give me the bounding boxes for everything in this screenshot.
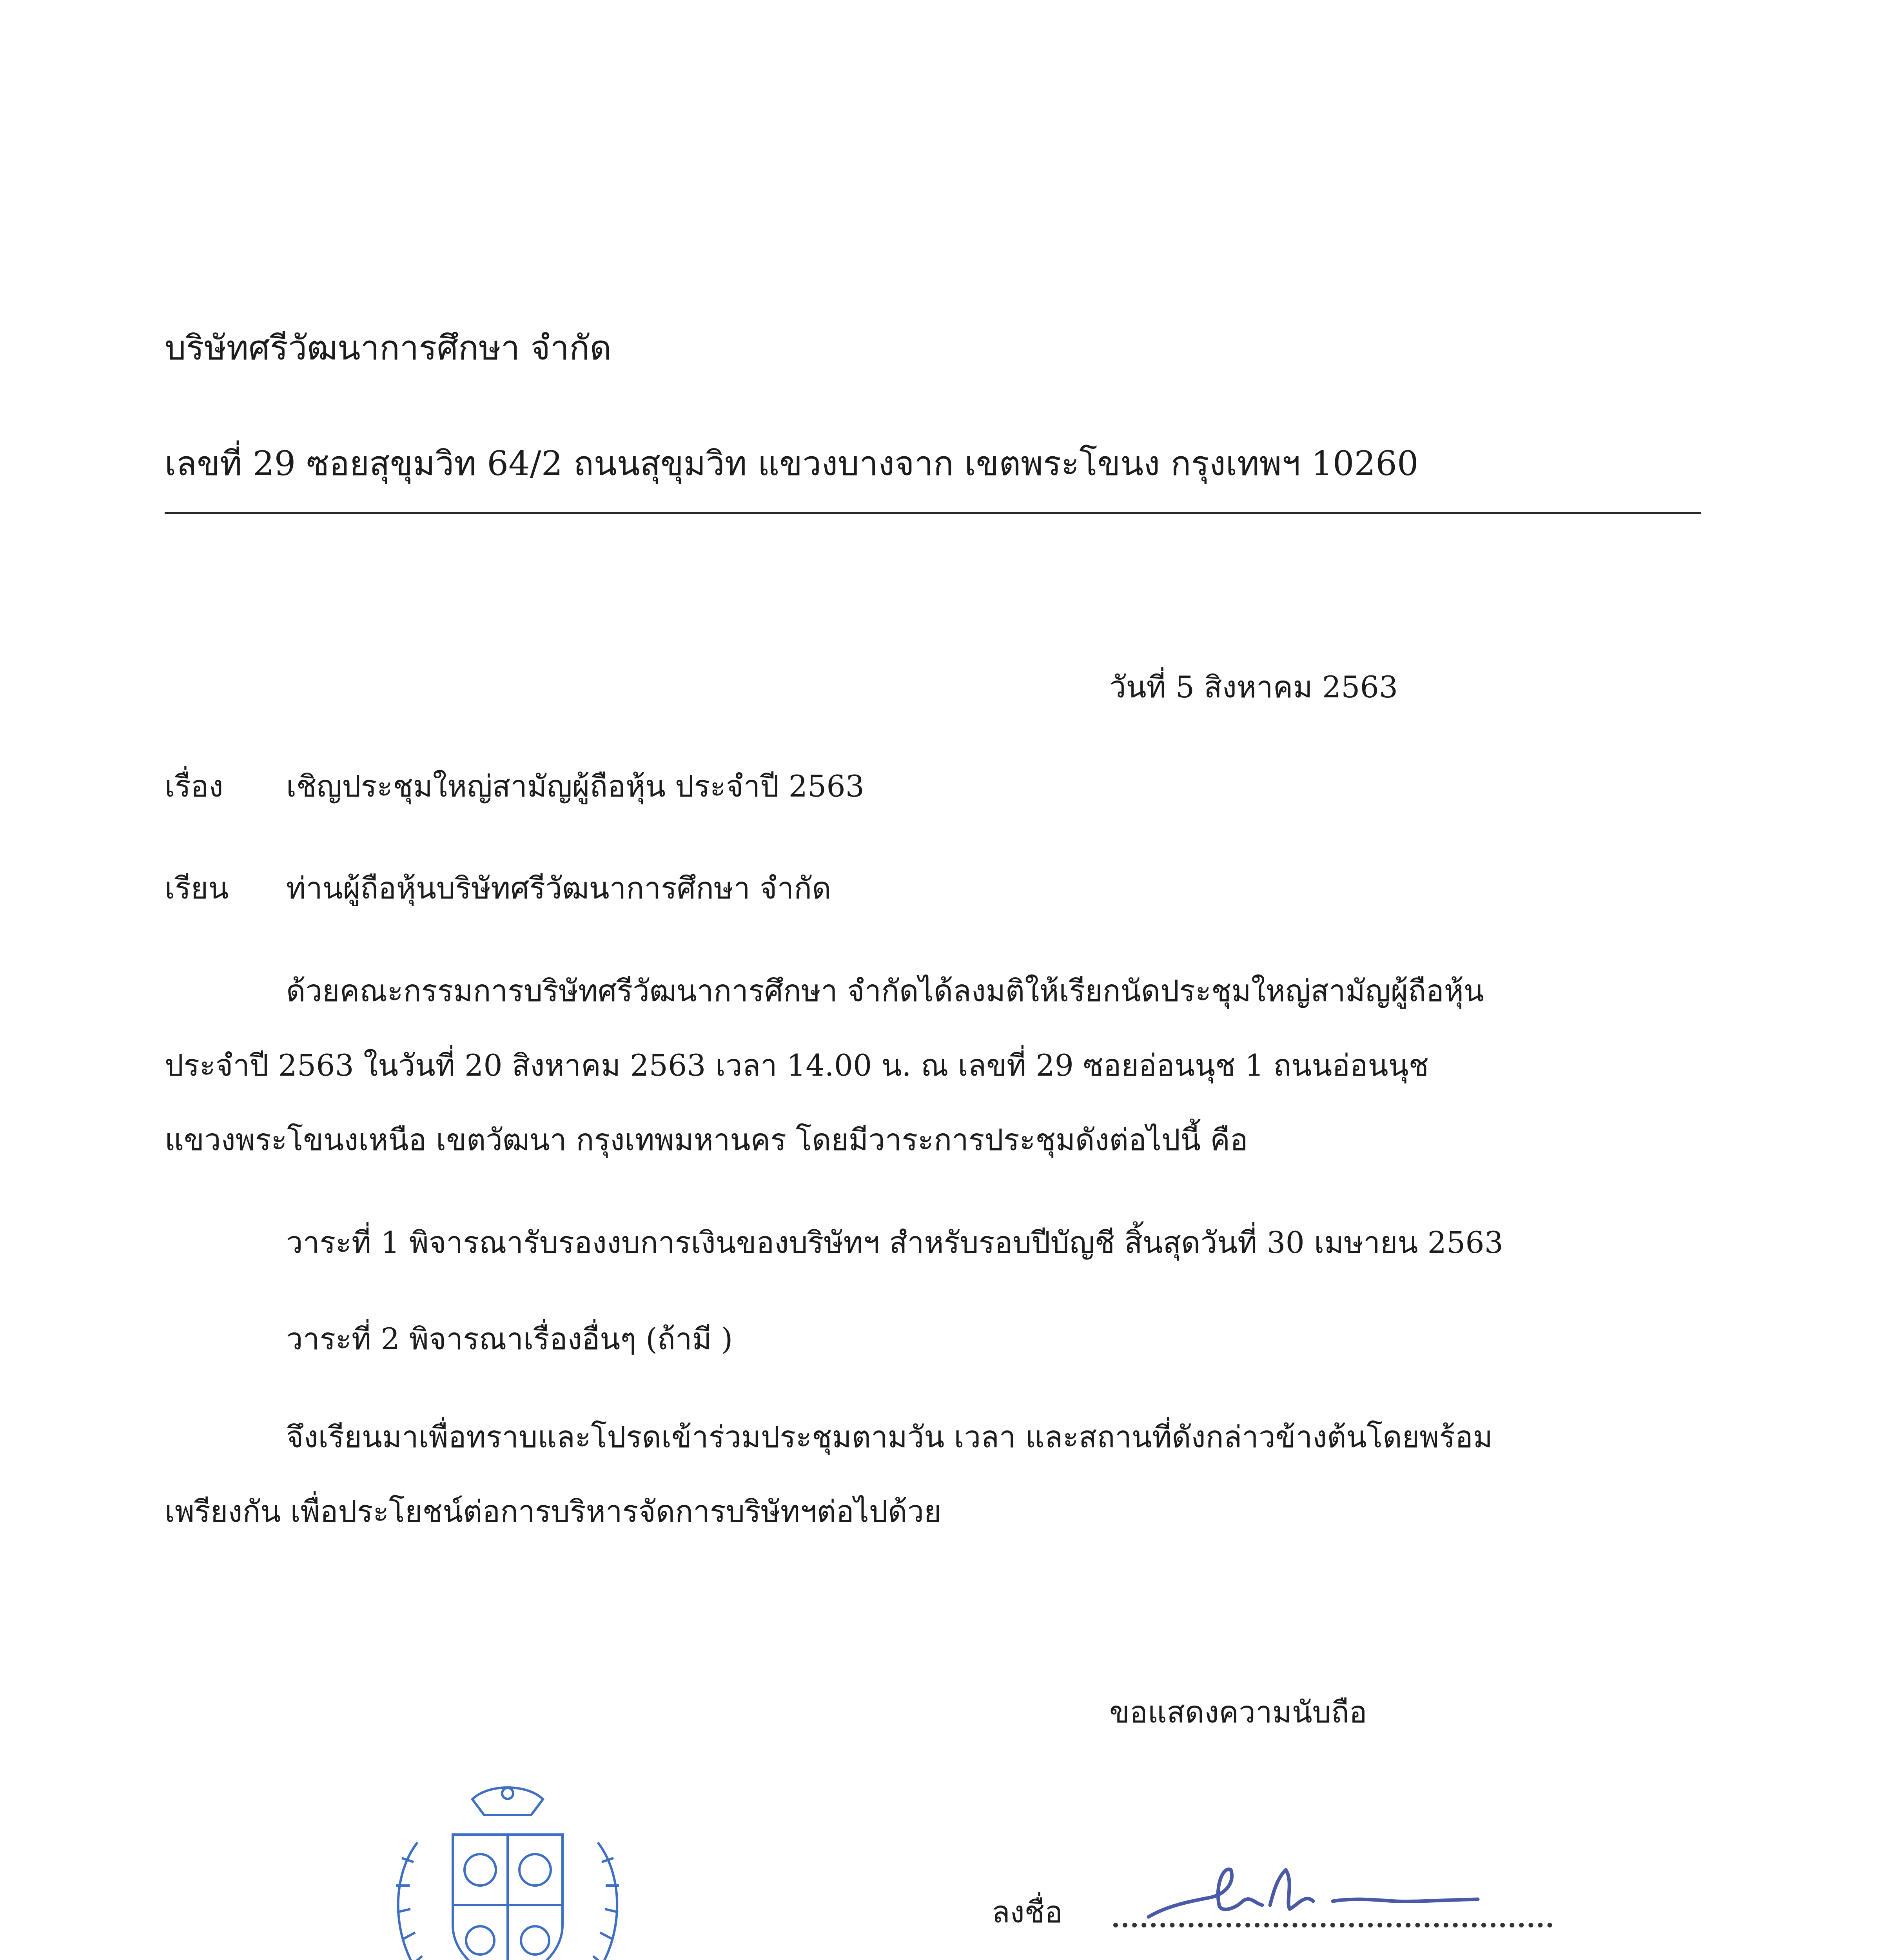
agenda-item-2: วาระที่ 2 พิจารณาเรื่องอื่นๆ (ถ้ามี ) [286,1321,733,1356]
body-paragraph-1-line-1: ด้วยคณะกรรมการบริษัทศรีวัฒนาการศึกษา จำกัดได้ลงมติให้เรียกนัดประชุมใหญ่สามัญผู้ถือหุ้น [286,973,1484,1008]
subject-label: เรื่อง [165,769,223,804]
letter-date: วันที่ 5 สิงหาคม 2563 [1109,670,1398,704]
body-paragraph-2-line-2: เพรียงกัน เพื่อประโยชน์ต่อการบริหารจัดการบริษัทฯต่อไปด้วย [165,1494,942,1529]
company-address: เลขที่ 29 ซอยสุขุมวิท 64/2 ถนนสุขุมวิท แขวงบางจาก เขตพระโขนง กรุงเทพฯ 10260 [165,444,1419,483]
signature-label: ลงชื่อ [992,1895,1063,1929]
header-divider [165,512,1701,514]
company-seal [374,1776,641,1960]
recipient-label: เรียน [165,871,229,906]
body-paragraph-2-line-1: จึงเรียนมาเพื่อทราบและโปรดเข้าร่วมประชุมตามวัน เวลา และสถานที่ดังกล่าวข้างต้นโดยพร้อม [286,1419,1493,1454]
body-paragraph-1-line-3: แขวงพระโขนงเหนือ เขตวัฒนา กรุงเทพมหานคร โดยมีวาระการประชุมดังต่อไปนี้ คือ [165,1122,1248,1157]
closing-regards: ขอแสดงความนับถือ [1109,1695,1367,1730]
company-name: บริษัทศรีวัฒนาการศึกษา จำกัด [165,328,612,368]
agenda-item-1: วาระที่ 1 พิจารณารับรองงบการเงินของบริษัทฯ สำหรับรอบปีบัญชี สิ้นสุดวันที่ 30 เมษายน 2563 [286,1225,1504,1260]
handwritten-signature [1137,1858,1490,1929]
subject-text: เชิญประชุมใหญ่สามัญผู้ถือหุ้น ประจำปี 2563 [286,769,865,804]
recipient-text: ท่านผู้ถือหุ้นบริษัทศรีวัฒนาการศึกษา จำกัด [286,871,831,906]
body-paragraph-1-line-2: ประจำปี 2563 ในวันที่ 20 สิงหาคม 2563 เวลา 14.00 น. ณ เลขที่ 29 ซอยอ่อนนุช 1 ถนนอ่อนนุช [165,1048,1429,1083]
